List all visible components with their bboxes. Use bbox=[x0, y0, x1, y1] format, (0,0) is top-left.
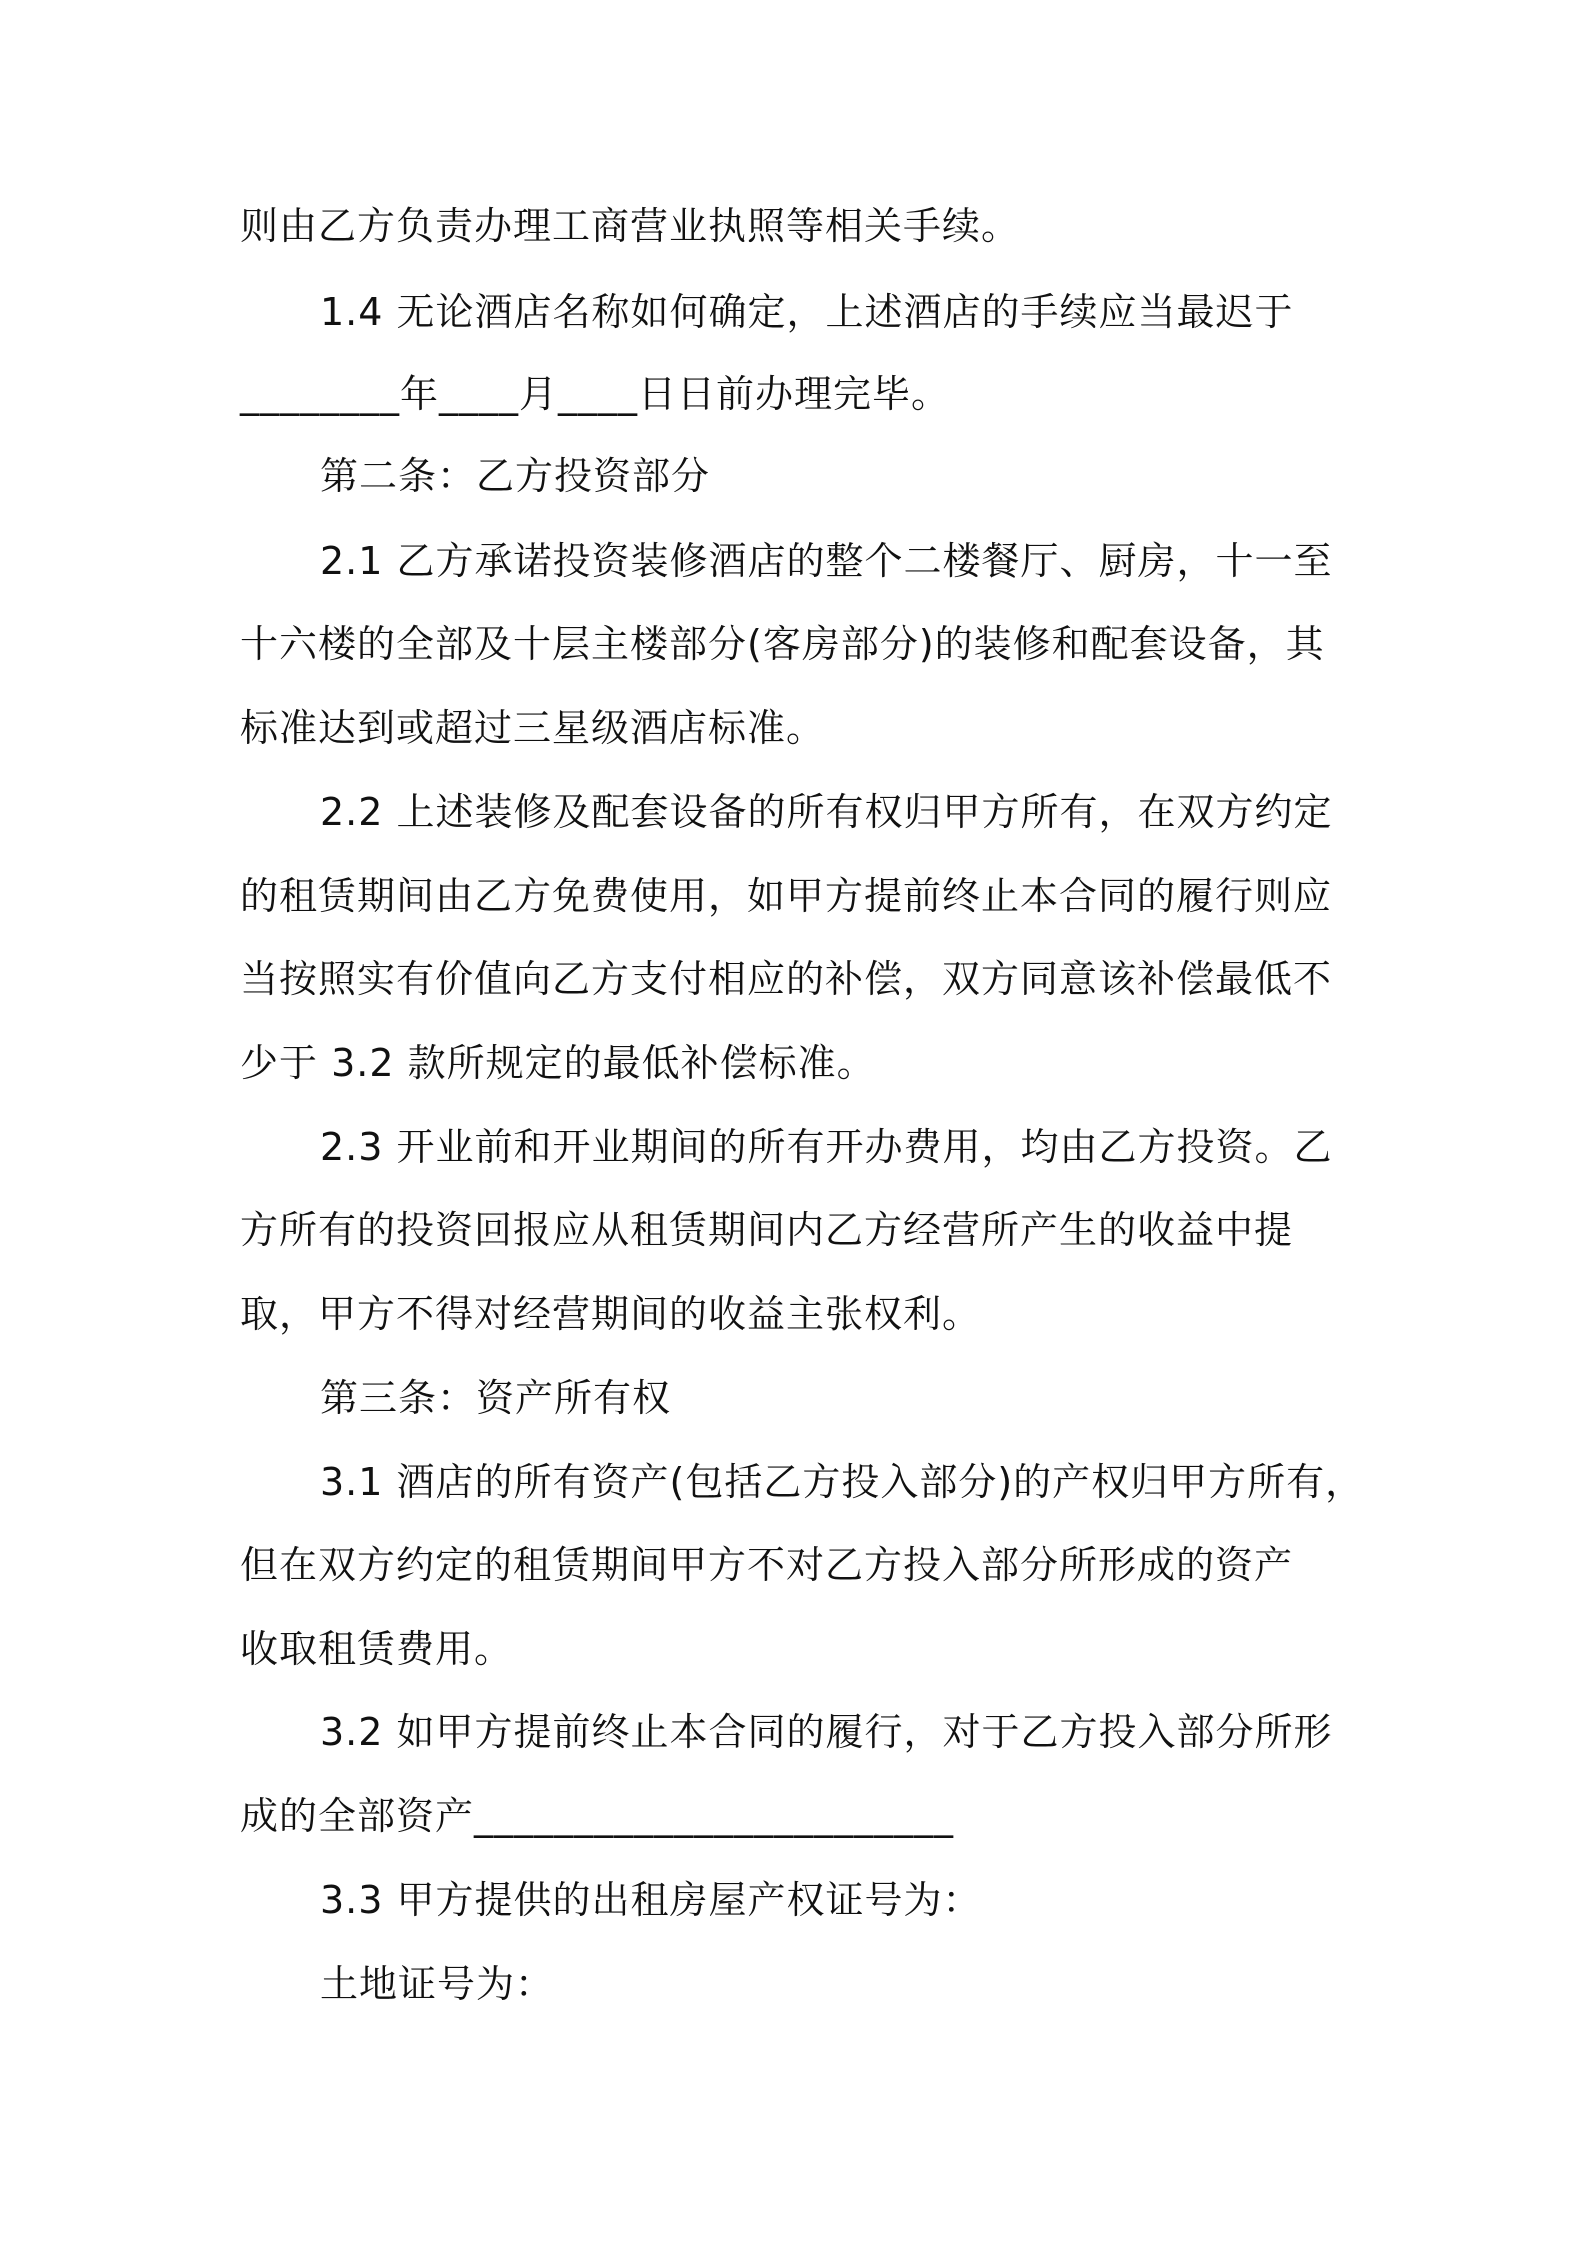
clause-3-1: 3.1 酒店的所有资产(包括乙方投入部分)的产权归甲方所有， bbox=[320, 1460, 1365, 1504]
asset-blank-line: 成的全部资产________________________ bbox=[240, 1794, 955, 1838]
text-line: 取，甲方不得对经营期间的收益主张权利。 bbox=[240, 1292, 982, 1336]
land-certificate-line: 土地证号为： bbox=[320, 1962, 555, 2006]
text-line: 十六楼的全部及十层主楼部分(客房部分)的装修和配套设备，其 bbox=[240, 622, 1325, 666]
clause-3-3: 3.3 甲方提供的出租房屋产权证号为： bbox=[320, 1878, 982, 1922]
text-line: 标准达到或超过三星级酒店标准。 bbox=[240, 706, 826, 750]
clause-2-3: 2.3 开业前和开业期间的所有开办费用，均由乙方投资。乙 bbox=[320, 1125, 1333, 1169]
text-line: 少于 3.2 款所规定的最低补偿标准。 bbox=[240, 1041, 876, 1085]
clause-2-2: 2.2 上述装修及配套设备的所有权归甲方所有，在双方约定 bbox=[320, 790, 1333, 834]
text-line: 当按照实有价值向乙方支付相应的补偿，双方同意该补偿最低不 bbox=[240, 957, 1333, 1001]
text-line: 收取租赁费用。 bbox=[240, 1627, 514, 1671]
text-line: 的租赁期间由乙方免费使用，如甲方提前终止本合同的履行则应 bbox=[240, 874, 1333, 918]
clause-2-1: 2.1 乙方承诺投资装修酒店的整个二楼餐厅、厨房，十一至 bbox=[320, 539, 1333, 583]
text-line: 方所有的投资回报应从租赁期间内乙方经营所产生的收益中提 bbox=[240, 1208, 1294, 1252]
clause-3-2: 3.2 如甲方提前终止本合同的履行，对于乙方投入部分所形 bbox=[320, 1710, 1333, 1754]
section-heading-3: 第三条：资产所有权 bbox=[320, 1376, 672, 1420]
text-line: 则由乙方负责办理工商营业执照等相关手续。 bbox=[240, 204, 1021, 248]
text-line: 但在双方约定的租赁期间甲方不对乙方投入部分所形成的资产 bbox=[240, 1543, 1294, 1587]
clause-1-4: 1.4 无论酒店名称如何确定，上述酒店的手续应当最迟于 bbox=[320, 290, 1294, 334]
date-blank-line: ________年____月____日日前办理完毕。 bbox=[240, 372, 951, 416]
section-heading-2: 第二条：乙方投资部分 bbox=[320, 454, 711, 498]
